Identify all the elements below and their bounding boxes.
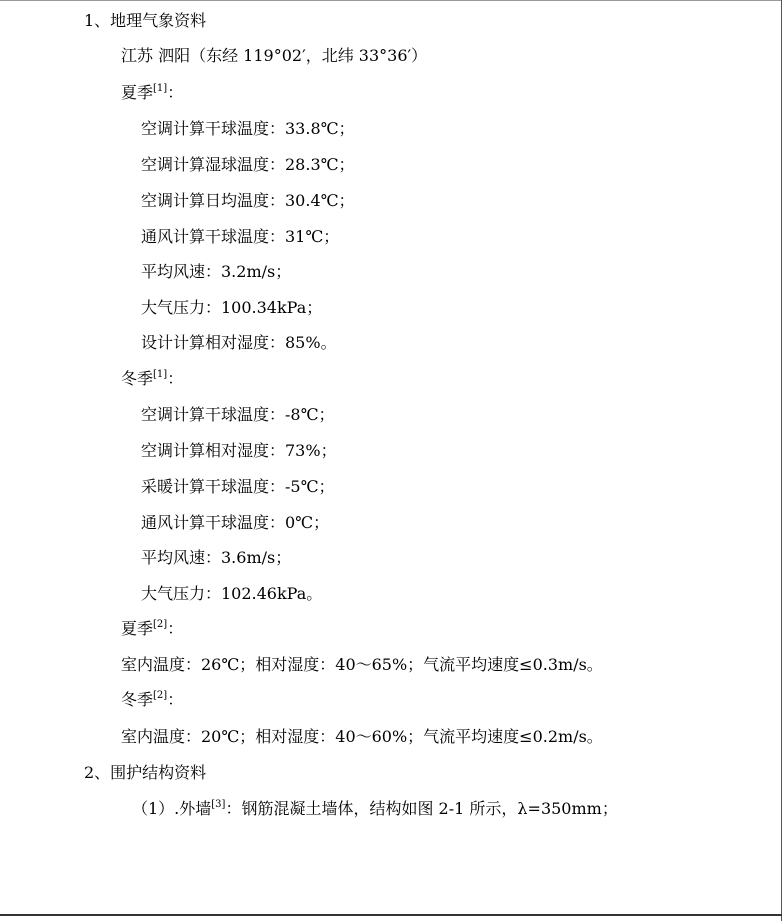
page-bottom-border xyxy=(0,914,782,916)
item-prefix: （1）.外墙 xyxy=(132,799,212,818)
indoor-summer-conditions: 室内温度：26℃；相对湿度：40～65%；气流平均速度≤0.3m/s。 xyxy=(121,655,603,674)
outdoor-winter-item: 通风计算干球温度：0℃； xyxy=(141,513,330,532)
indoor-summer-heading xyxy=(121,619,183,639)
colon: ： xyxy=(167,369,184,388)
reference-mark: [1] xyxy=(153,369,168,380)
outdoor-winter-item: 大气压力：102.46kPa。 xyxy=(141,584,323,603)
reference-mark: [3] xyxy=(211,799,226,810)
outdoor-summer-item: 通风计算干球温度：31℃； xyxy=(141,227,340,246)
outdoor-summer-item: 空调计算干球温度：33.8℃； xyxy=(141,119,355,138)
outdoor-winter-item: 空调计算相对湿度：73%； xyxy=(141,441,337,460)
exterior-wall-line xyxy=(132,799,618,819)
indoor-winter-heading xyxy=(121,690,183,710)
outdoor-winter-heading xyxy=(121,369,183,389)
outdoor-summer-heading xyxy=(121,83,183,103)
season-label: 冬季 xyxy=(121,690,154,709)
reference-mark: [2] xyxy=(153,619,168,630)
outdoor-summer-item: 大气压力：100.34kPa； xyxy=(141,298,323,317)
section-heading-meteorology: 1、地理气象资料 xyxy=(84,11,207,30)
section-heading-envelope: 2、围护结构资料 xyxy=(84,763,207,782)
season-label: 夏季 xyxy=(121,83,154,102)
season-label: 冬季 xyxy=(121,369,154,388)
page-top-border xyxy=(0,0,782,1)
outdoor-winter-item: 采暖计算干球温度：-5℃； xyxy=(141,477,335,496)
reference-mark: [2] xyxy=(153,690,168,701)
colon: ： xyxy=(167,690,184,709)
outdoor-summer-item: 空调计算日均温度：30.4℃； xyxy=(141,191,355,210)
reference-mark: [1] xyxy=(153,83,168,94)
colon: ： xyxy=(167,83,184,102)
season-label: 夏季 xyxy=(121,619,154,638)
outdoor-summer-item: 空调计算湿球温度：28.3℃； xyxy=(141,155,355,174)
outdoor-winter-item: 空调计算干球温度：-8℃； xyxy=(141,405,335,424)
outdoor-summer-item: 平均风速：3.2m/s； xyxy=(141,262,292,281)
indoor-winter-conditions: 室内温度：20℃；相对湿度：40～60%；气流平均速度≤0.2m/s。 xyxy=(121,727,603,746)
item-text: ：钢筋混凝土墙体，结构如图 2-1 所示，λ=350mm； xyxy=(225,799,618,818)
outdoor-summer-item: 设计计算相对湿度：85%。 xyxy=(141,333,337,352)
location-line: 江苏 泗阳（东经 119°02′，北纬 33°36′） xyxy=(121,46,428,65)
outdoor-winter-item: 平均风速：3.6m/s； xyxy=(141,548,292,567)
colon: ： xyxy=(167,619,184,638)
